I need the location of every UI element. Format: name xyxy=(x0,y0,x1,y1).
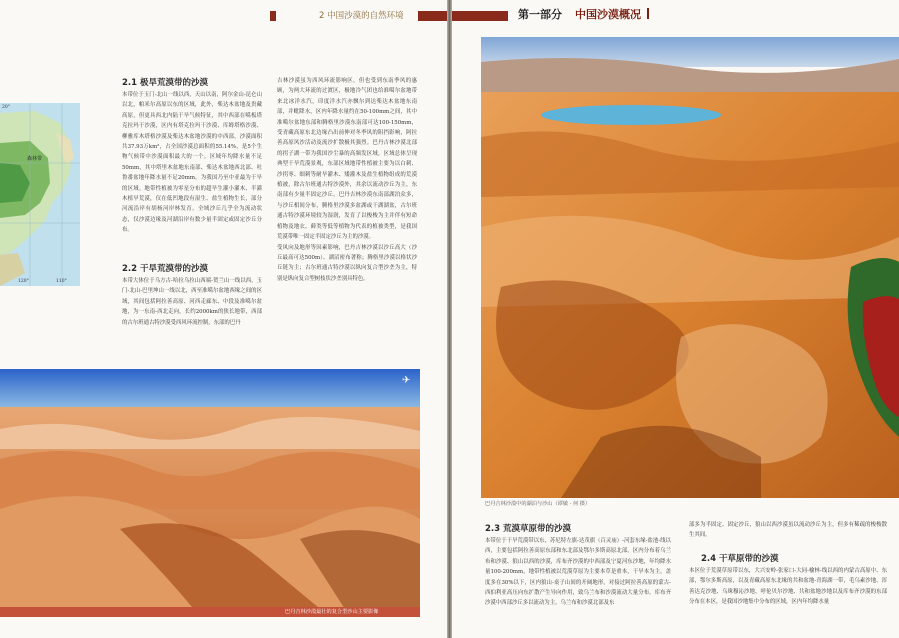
map-tick: 120° xyxy=(18,279,29,284)
left-page xyxy=(0,0,447,638)
header-bar-left xyxy=(418,11,447,21)
left-column-2-text: 吉林沙漠虽为西风环流影响区，但也受到东南季风的惠顾，为两大环流的过渡区，极地冷气团也给准噶尔盆地带来北冰洋水汽，印度洋水汽亦飘尔到达柴达木盆地东南部，并毗降水，区内年降水量约在50-100mm之间，其中准噶尔盆地东部和腾格里沙漠东南部可达100-150mm，受青藏高原东北边缘凸出前伸对冬季风的阻挡影响，阿拉善高原风沙活动及流沙扩散极其强烈。巴丹吉林沙漠北部的拐子湖一带为我国沙尘暴的高频发区域，区域总体呈现典型干旱荒漠景观，东部区域地带性植被主要为以白刺、沙拐枣、细刺等耐旱灌木、矮灌木及盐生植物组成的荒漠植被，除古尔班通古特沙漠外，其余以流动沙丘为主，东南部有少量半固定沙丘，巴丹吉林沙漠东南部湖泊众多，与沙丘相间分布，腾格里沙漠多盆湖或干湖湖盆，古尔班通古特沙漠环境较为湿润，发育了以梭梭为主并伴有短命植物及地衣、藓类等低等植物为代表的植被类型，是我国荒漠带唯一固定半固定沙丘为主的沙漠。 受风向及地形等因素影响，巴丹吉林沙漠以沙丘高大（沙丘最高可达500m）、湖沼密布著称；腾格里沙漠以格状沙丘链为主；古尔班通古特沙漠以纵向复合型沙垄为主，特别是纵向复合型树枝状沙垄别具特色。 xyxy=(277,78,417,282)
badain-jaran-aerial-photo xyxy=(481,37,899,498)
dunes-graphic xyxy=(0,369,420,617)
section-2-1-text: 本带位于玉门-北山一线以西，天山以南，阿尔金山-昆仑山以北，帕米尔高原以东的区域，此外，柴达木盆地及贵藏高原，但更具西北内陆干旱气候特征，其中西部在噶板塔克拉玛干沙漠，区内有塔克拉玛干沙漠、库姆塔格沙漠、柳雅库木塔格沙漠及柴达木盆地沙漠的中西部，沙漠面积共37.93万km²，占全国沙漠总面积的55.14%，是5个生物气候带中沙漠面积最大的一个。区域年均降水量不足50mm，其中塔里木盆地东南部、柴达木盆地西北部、吐鲁番盆地年降水量不足20mm，为我国乃至中亚最为干旱的区域。地带性植被为零星分布的超旱生灌小灌木、半灌木植旱荒漠，仅在低凹地段有湿生、盐生植物生长，部分河流沿岸有胡杨河岸林发育。全域沙丘几乎全为流动状态，仅沙漠边缘及河湖沿岸有数少量半固定或固定沙丘分布。 xyxy=(122,92,262,234)
aerial-dunes-graphic xyxy=(481,37,899,498)
header-bar-right xyxy=(452,11,508,21)
right-column-2-top-text: 部多为半固定、固定沙丘，狼山以西沙漠虽以流动沙丘为主，但多有稀疏的梭梭散生其间。 xyxy=(689,522,887,539)
section-2-3-text: 本带位于干旱荒漠带以东，苏尼特左旗-达茂旗（百灵庙）-河套东缘-盐池-线以西，主要包括阿拉善高原东部和东北部及鄂尔多斯高原北部，区内分布着乌兰布和沙漠、狼山以西的沙漠，库布齐沙漠的中西部及宁夏河东沙地，年均降水量100-200mm，地带性植被以荒漠草原为主要本草是重本，干旱本为主，盖度多在30%以下，区内狼山-桌子山间的开阔地形，对接过阿拉善高原的蒙古-西伯利亚高压向东扩散产生导向作用，致乌兰布和沙漠流动大量分布。库布齐沙漠中西部沙丘多以流动为主，乌兰布和沙漠北部及东 xyxy=(485,538,671,607)
map-tick: 20° xyxy=(2,105,10,110)
satellite-icon: ✈ xyxy=(402,375,411,386)
section-2-4-text: 本区位于荒漠草原带以东，大兴安岭-张家口-大同-榆林-线以西的内蒙古高原中、东部，鄂尔多斯高原，以及青藏高原东北缘的共和盆地-青海湖一带，毛乌素沙地、浑善达克沙地、乌珠穆沁沙地、呼伦贝尔沙地、共和盆地沙地以及库布齐沙漠的东部分布在本区，是我国沙地集中分布的区域，区内年均降水量 xyxy=(689,568,887,606)
section-title-2-2: 2.2 干旱荒漠带的沙漠 xyxy=(122,264,209,274)
caption-strip-right xyxy=(481,489,899,498)
right-photo-caption: 巴丹吉林沙漠中的湖泊与沙山（谭敏 · 何 摄） xyxy=(485,501,591,507)
header-divider xyxy=(647,8,649,19)
left-photo-caption: 巴丹吉林沙漠最壮的复合型沙山主要影像 xyxy=(285,609,379,615)
part-title: 中国沙漠概况 xyxy=(575,8,641,21)
vegetation-zone-map xyxy=(0,103,80,286)
section-2-2-text: 本带大体位于乌方古-哈拉乌拉山西端-贺兰山一线以西，玉门-北山-巴里坤山一线以北，西至准噶尔盆地西缘之间的区域，其间包括阿拉善高原、河西走廊东、中段及准噶尔盆地，为一东南-西北走向，长约2000km的狭长地带，西部的古尔班通古特沙漠受西风环流控制，东部的巴丹 xyxy=(122,278,262,326)
left-running-header: 2 中国沙漠的自然环境 xyxy=(319,11,404,21)
map-label-forest: 森林带 xyxy=(27,156,43,162)
header-ornament xyxy=(270,11,276,21)
map-graphic xyxy=(0,103,80,286)
section-title-2-4: 2.4 干草原带的沙漠 xyxy=(701,554,779,564)
section-title-2-3: 2.3 荒漠草原带的沙漠 xyxy=(485,524,572,534)
desert-dunes-photo xyxy=(0,369,420,617)
map-tick: 110° xyxy=(56,279,67,284)
section-title-2-1: 2.1 极旱荒漠带的沙漠 xyxy=(122,78,209,88)
part-label: 第一部分 xyxy=(518,8,562,21)
